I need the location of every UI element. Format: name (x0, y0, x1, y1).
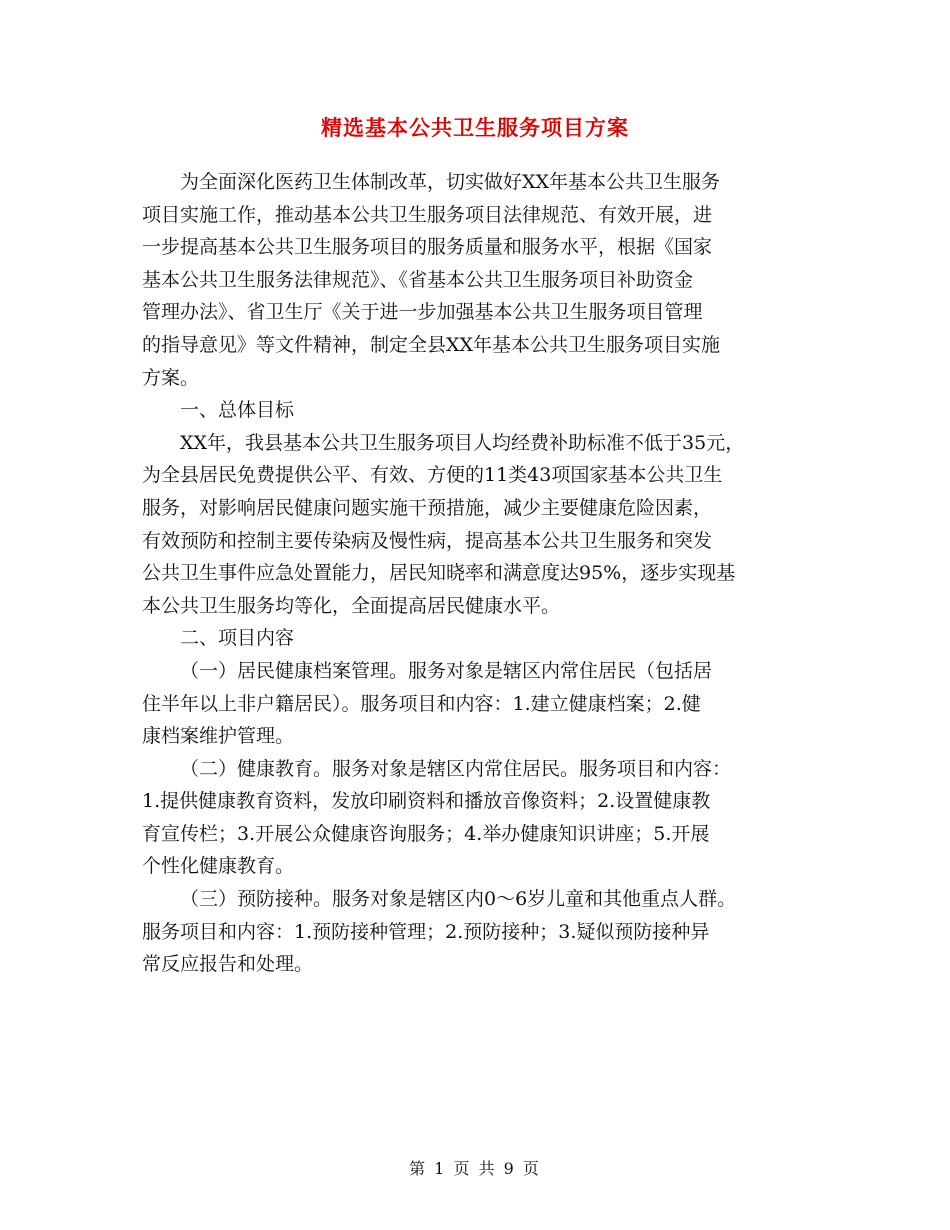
paragraph-line: 方案。 (142, 366, 200, 389)
paragraph-line: 有效预防和控制主要传染病及慢性病，提高基本公共卫生服务和突发 (142, 529, 713, 552)
document-title: 精选基本公共卫生服务项目方案 (321, 115, 629, 140)
paragraph-line: 服务，对影响居民健康问题实施干预措施，减少主要健康危险因素， (142, 496, 713, 519)
paragraph-line: 本公共卫生服务均等化，全面提高居民健康水平。 (142, 594, 561, 617)
page-footer: 第 1 页 共 9 页 (409, 1159, 541, 1178)
paragraph-line: 二、项目内容 (180, 627, 295, 650)
paragraph-line: 的指导意见》等文件精神，制定全县XX年基本公共卫生服务项目实施 (142, 333, 721, 356)
paragraph-line: 服务项目和内容：1.预防接种管理；2.预防接种；3.疑似预防接种异 (142, 920, 710, 943)
paragraph-line: （二）健康教育。服务对象是辖区内常住居民。服务项目和内容： (180, 757, 732, 780)
document-body (142, 166, 832, 981)
paragraph-line: （三）预防接种。服务对象是辖区内0～6岁儿童和其他重点人群。 (180, 888, 737, 911)
paragraph-line: 住半年以上非户籍居民）。服务项目和内容：1.建立健康档案；2.健 (142, 692, 701, 715)
paragraph-line: XX年，我县基本公共卫生服务项目人均经费补助标准不低于35元， (180, 431, 745, 454)
paragraph-line: 管理办法》、省卫生厅《关于进一步加强基本公共卫生服务项目管理 (142, 301, 703, 324)
paragraph-line: 为全县居民免费提供公平、有效、方便的11类43项国家基本公共卫生 (142, 464, 723, 487)
paragraph-line: 个性化健康教育。 (142, 855, 295, 878)
paragraph-line: 公共卫生事件应急处置能力，居民知晓率和满意度达95%，逐步实现基 (142, 562, 736, 585)
paragraph-line: 1.提供健康教育资料，发放印刷资料和播放音像资料；2.设置健康教 (142, 790, 711, 813)
paragraph-line: （一）居民健康档案管理。服务对象是辖区内常住居民（包括居 (180, 659, 713, 682)
paragraph-line: 常反应报告和处理。 (142, 953, 314, 976)
paragraph-line: 为全面深化医药卫生体制改革，切实做好XX年基本公共卫生服务 (180, 171, 721, 193)
paragraph-line: 项目实施工作，推动基本公共卫生服务项目法律规范、有效开展，进 (142, 203, 713, 226)
paragraph-line: 一步提高基本公共卫生服务项目的服务质量和服务水平，根据《国家 (142, 236, 713, 259)
paragraph-line: 一、总体目标 (180, 399, 295, 422)
paragraph-line: 育宣传栏；3.开展公众健康咨询服务；4.举办健康知识讲座；5.开展 (142, 822, 710, 845)
paragraph-line: 基本公共卫生服务法律规范》、《省基本公共卫生服务项目补助资金 (142, 268, 694, 291)
paragraph-line: 康档案维护管理。 (142, 725, 295, 748)
